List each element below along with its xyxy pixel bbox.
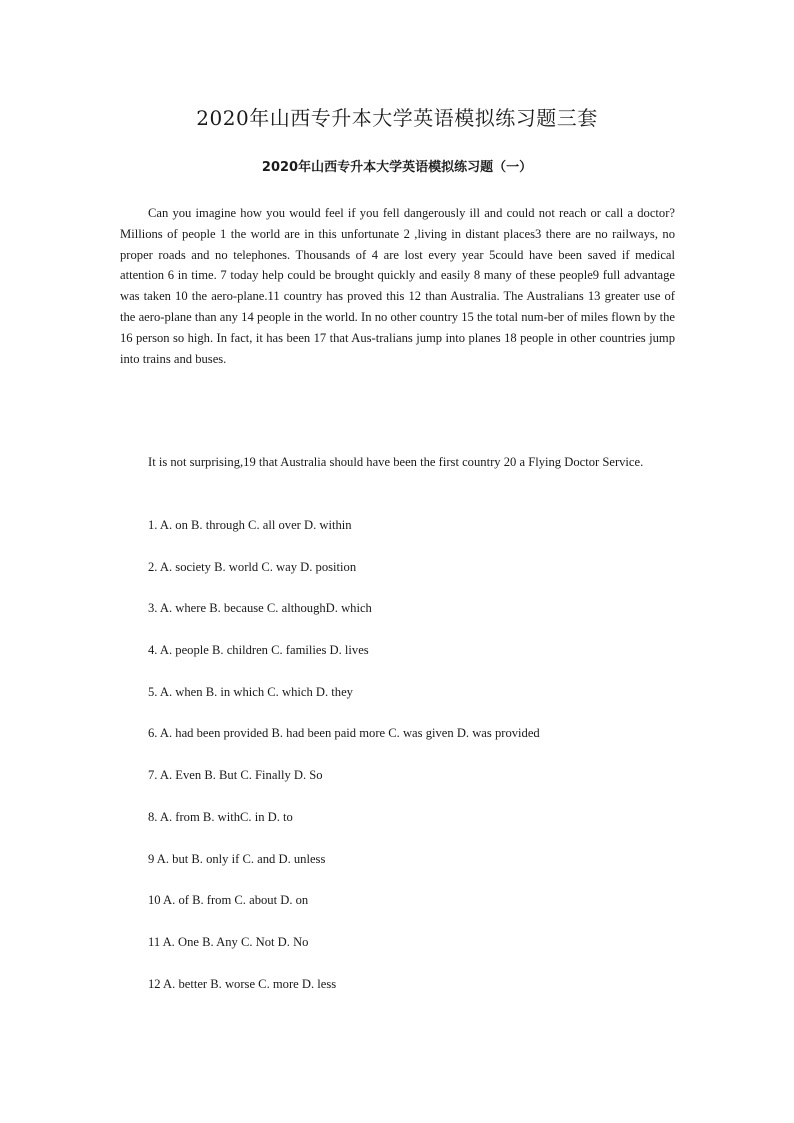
question-option-6: 6. A. had been provided B. had been paid more C. was given D. was provided <box>148 726 540 741</box>
passage-paragraph-2: It is not surprising,19 that Australia should have been the first country 20 a Flying Doctor Service. <box>148 455 644 469</box>
document-title: 2020年山西专升本大学英语模拟练习题三套 <box>196 106 598 130</box>
question-option-5: 5. A. when B. in which C. which D. they <box>148 684 353 699</box>
section-title: 2020年山西专升本大学英语模拟练习题（一） <box>261 160 533 175</box>
question-option-1: 1. A. on B. through C. all over D. within <box>148 518 352 532</box>
question-option-12: 12 A. better B. worse C. more D. less <box>148 976 337 991</box>
question-option-10: 10 A. of B. from C. about D. on <box>148 893 309 908</box>
question-option-11: 11 A. One B. Any C. Not D. No <box>148 934 309 949</box>
answer-options-list <box>148 515 540 1015</box>
question-option-8: 8. A. from B. withC. in D. to <box>148 809 293 824</box>
question-option-7: 7. A. Even B. But C. Finally D. So <box>148 768 323 783</box>
question-option-9: 9 A. but B. only if C. and D. unless <box>148 851 326 866</box>
question-option-4: 4. A. people B. children C. families D. lives <box>148 643 369 658</box>
passage-paragraph-1: Can you imagine how you would feel if you fell dangerously ill and could not reach or call a doctor? Millions of people 1 the world are in this unfortunate 2 ,living in distant places3 there are no railways, no proper roads and no telephones. Thousands of 4 are lost every year 5could have been saved if medical attention 6 in time. 7 today help could be brought quickly and easily 8 many of these people9 full advantage was taken 10 the aero-plane.11 country has proved this 12 than Australia. The Australians 13 greater use of the aero-plane than any 14 people in the world. In no other country 15 the total num-ber of miles flown by the 16 person so high. In fact, it has been 17 that Aus-tralians jump into planes 18 people in other countries jump into trains and buses. <box>120 206 675 366</box>
question-option-2: 2. A. society B. world C. way D. position <box>148 559 357 574</box>
question-option-3: 3. A. where B. because C. althoughD. which <box>148 601 372 616</box>
